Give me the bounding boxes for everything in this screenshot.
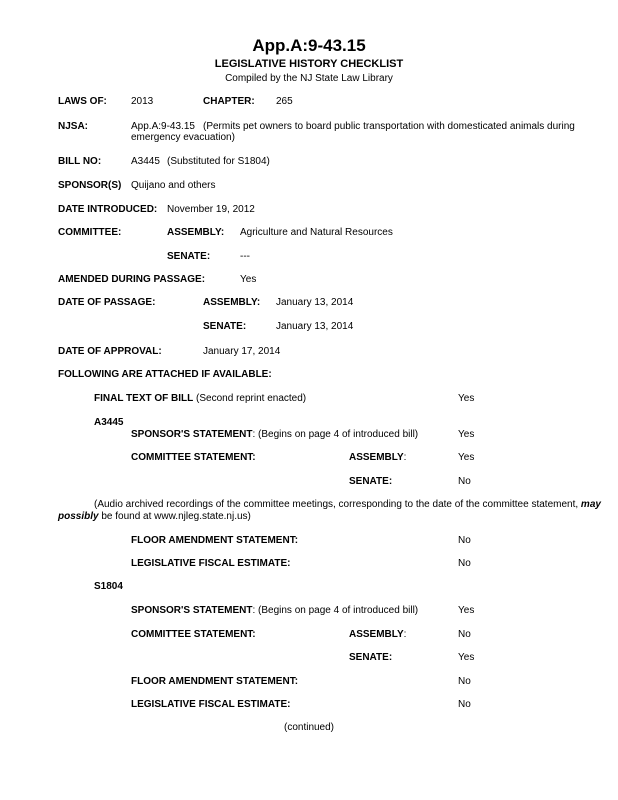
s1804-sponsor-row [131, 605, 418, 616]
a3445-sponsor-label: SPONSOR'S STATEMENT [131, 429, 253, 440]
passage-assembly-label: ASSEMBLY: [203, 297, 261, 308]
a3445-heading: A3445 [94, 417, 124, 428]
a3445-senate-label: SENATE: [349, 476, 393, 487]
final-text-row [94, 393, 306, 404]
bill-no-value: A3445 [131, 156, 160, 167]
a3445-sponsor-value: Yes [458, 429, 475, 440]
laws-of-label: LAWS OF: [58, 96, 107, 107]
final-text-label: FINAL TEXT OF BILL [94, 393, 194, 404]
a3445-sponsor-note: : (Begins on page 4 of introduced bill) [252, 429, 419, 440]
s1804-assembly-label: ASSEMBLY [349, 629, 404, 640]
s1804-fiscal-label: LEGISLATIVE FISCAL ESTIMATE: [131, 699, 291, 710]
a3445-assembly-colon: : [403, 452, 407, 463]
s1804-fiscal-value: No [458, 699, 471, 710]
s1804-assembly-value: No [458, 629, 471, 640]
committee-senate-label: SENATE: [167, 251, 211, 262]
s1804-committee-label: COMMITTEE STATEMENT: [131, 629, 256, 640]
s1804-sponsor-note: : (Begins on page 4 of introduced bill) [252, 605, 419, 616]
final-text-value: Yes [458, 393, 475, 404]
passage-label: DATE OF PASSAGE: [58, 297, 156, 308]
audio-note-line1 [94, 499, 601, 510]
bill-no-label: BILL NO: [58, 156, 102, 167]
s1804-heading: S1804 [94, 581, 123, 592]
a3445-assembly-value: Yes [458, 452, 475, 463]
approval-label: DATE OF APPROVAL: [58, 346, 162, 357]
a3445-fiscal-value: No [458, 558, 471, 569]
a3445-committee-label: COMMITTEE STATEMENT: [131, 452, 256, 463]
laws-of-value: 2013 [131, 96, 154, 107]
committee-assembly-value: Agriculture and Natural Resources [240, 227, 393, 238]
amended-label: AMENDED DURING PASSAGE: [58, 274, 206, 285]
chapter-value: 265 [276, 96, 293, 107]
s1804-assembly-row [349, 629, 406, 640]
sponsor-value: Quijano and others [131, 180, 216, 191]
audio-note-text1: (Audio archived recordings of the committee meetings, corresponding to the date of the committee statement, [94, 499, 581, 510]
approval-value: January 17, 2014 [203, 346, 281, 357]
a3445-floor-value: No [458, 535, 471, 546]
continued-note: (continued) [283, 722, 335, 733]
s1804-sponsor-label: SPONSOR'S STATEMENT [131, 605, 253, 616]
chapter-label: CHAPTER: [203, 96, 255, 107]
s1804-floor-value: No [458, 676, 471, 687]
passage-assembly-value: January 13, 2014 [276, 297, 354, 308]
s1804-assembly-colon: : [403, 629, 407, 640]
date-introduced-value: November 19, 2012 [167, 204, 255, 215]
audio-note-line2 [58, 511, 251, 522]
s1804-floor-label: FLOOR AMENDMENT STATEMENT: [131, 676, 299, 687]
a3445-assembly-row [349, 452, 406, 463]
audio-note-emphasis2: possibly [58, 511, 99, 522]
compiled-by: Compiled by the NJ State Law Library [225, 73, 393, 84]
a3445-assembly-label: ASSEMBLY [349, 452, 404, 463]
a3445-floor-label: FLOOR AMENDMENT STATEMENT: [131, 535, 299, 546]
audio-note-text2: be found at www.njleg.state.nj.us) [98, 511, 251, 522]
s1804-senate-label: SENATE: [349, 652, 393, 663]
njsa-label: NJSA: [58, 121, 89, 132]
njsa-code: App.A:9-43.15 [131, 121, 195, 132]
audio-note-emphasis1: may [580, 499, 601, 510]
a3445-senate-value: No [458, 476, 471, 487]
date-introduced-label: DATE INTRODUCED: [58, 204, 158, 215]
attached-heading: FOLLOWING ARE ATTACHED IF AVAILABLE: [58, 369, 272, 380]
amended-value: Yes [240, 274, 257, 285]
njsa-description-line1: (Permits pet owners to board public transportation with domesticated animals during [203, 121, 575, 132]
document-subtitle: LEGISLATIVE HISTORY CHECKLIST [214, 58, 404, 70]
a3445-sponsor-row [131, 429, 418, 440]
passage-senate-label: SENATE: [203, 321, 247, 332]
a3445-fiscal-label: LEGISLATIVE FISCAL ESTIMATE: [131, 558, 291, 569]
committee-assembly-label: ASSEMBLY: [167, 227, 225, 238]
njsa-description-line2: emergency evacuation) [131, 132, 235, 143]
document-title: App.A:9-43.15 [252, 36, 366, 55]
s1804-senate-value: Yes [458, 652, 475, 663]
committee-senate-value: --- [240, 251, 250, 262]
bill-no-note: (Substituted for S1804) [167, 156, 270, 167]
s1804-sponsor-value: Yes [458, 605, 475, 616]
final-text-note: (Second reprint enacted) [196, 393, 307, 404]
passage-senate-value: January 13, 2014 [276, 321, 354, 332]
sponsor-label: SPONSOR(S) [58, 180, 122, 191]
committee-label: COMMITTEE: [58, 227, 122, 238]
